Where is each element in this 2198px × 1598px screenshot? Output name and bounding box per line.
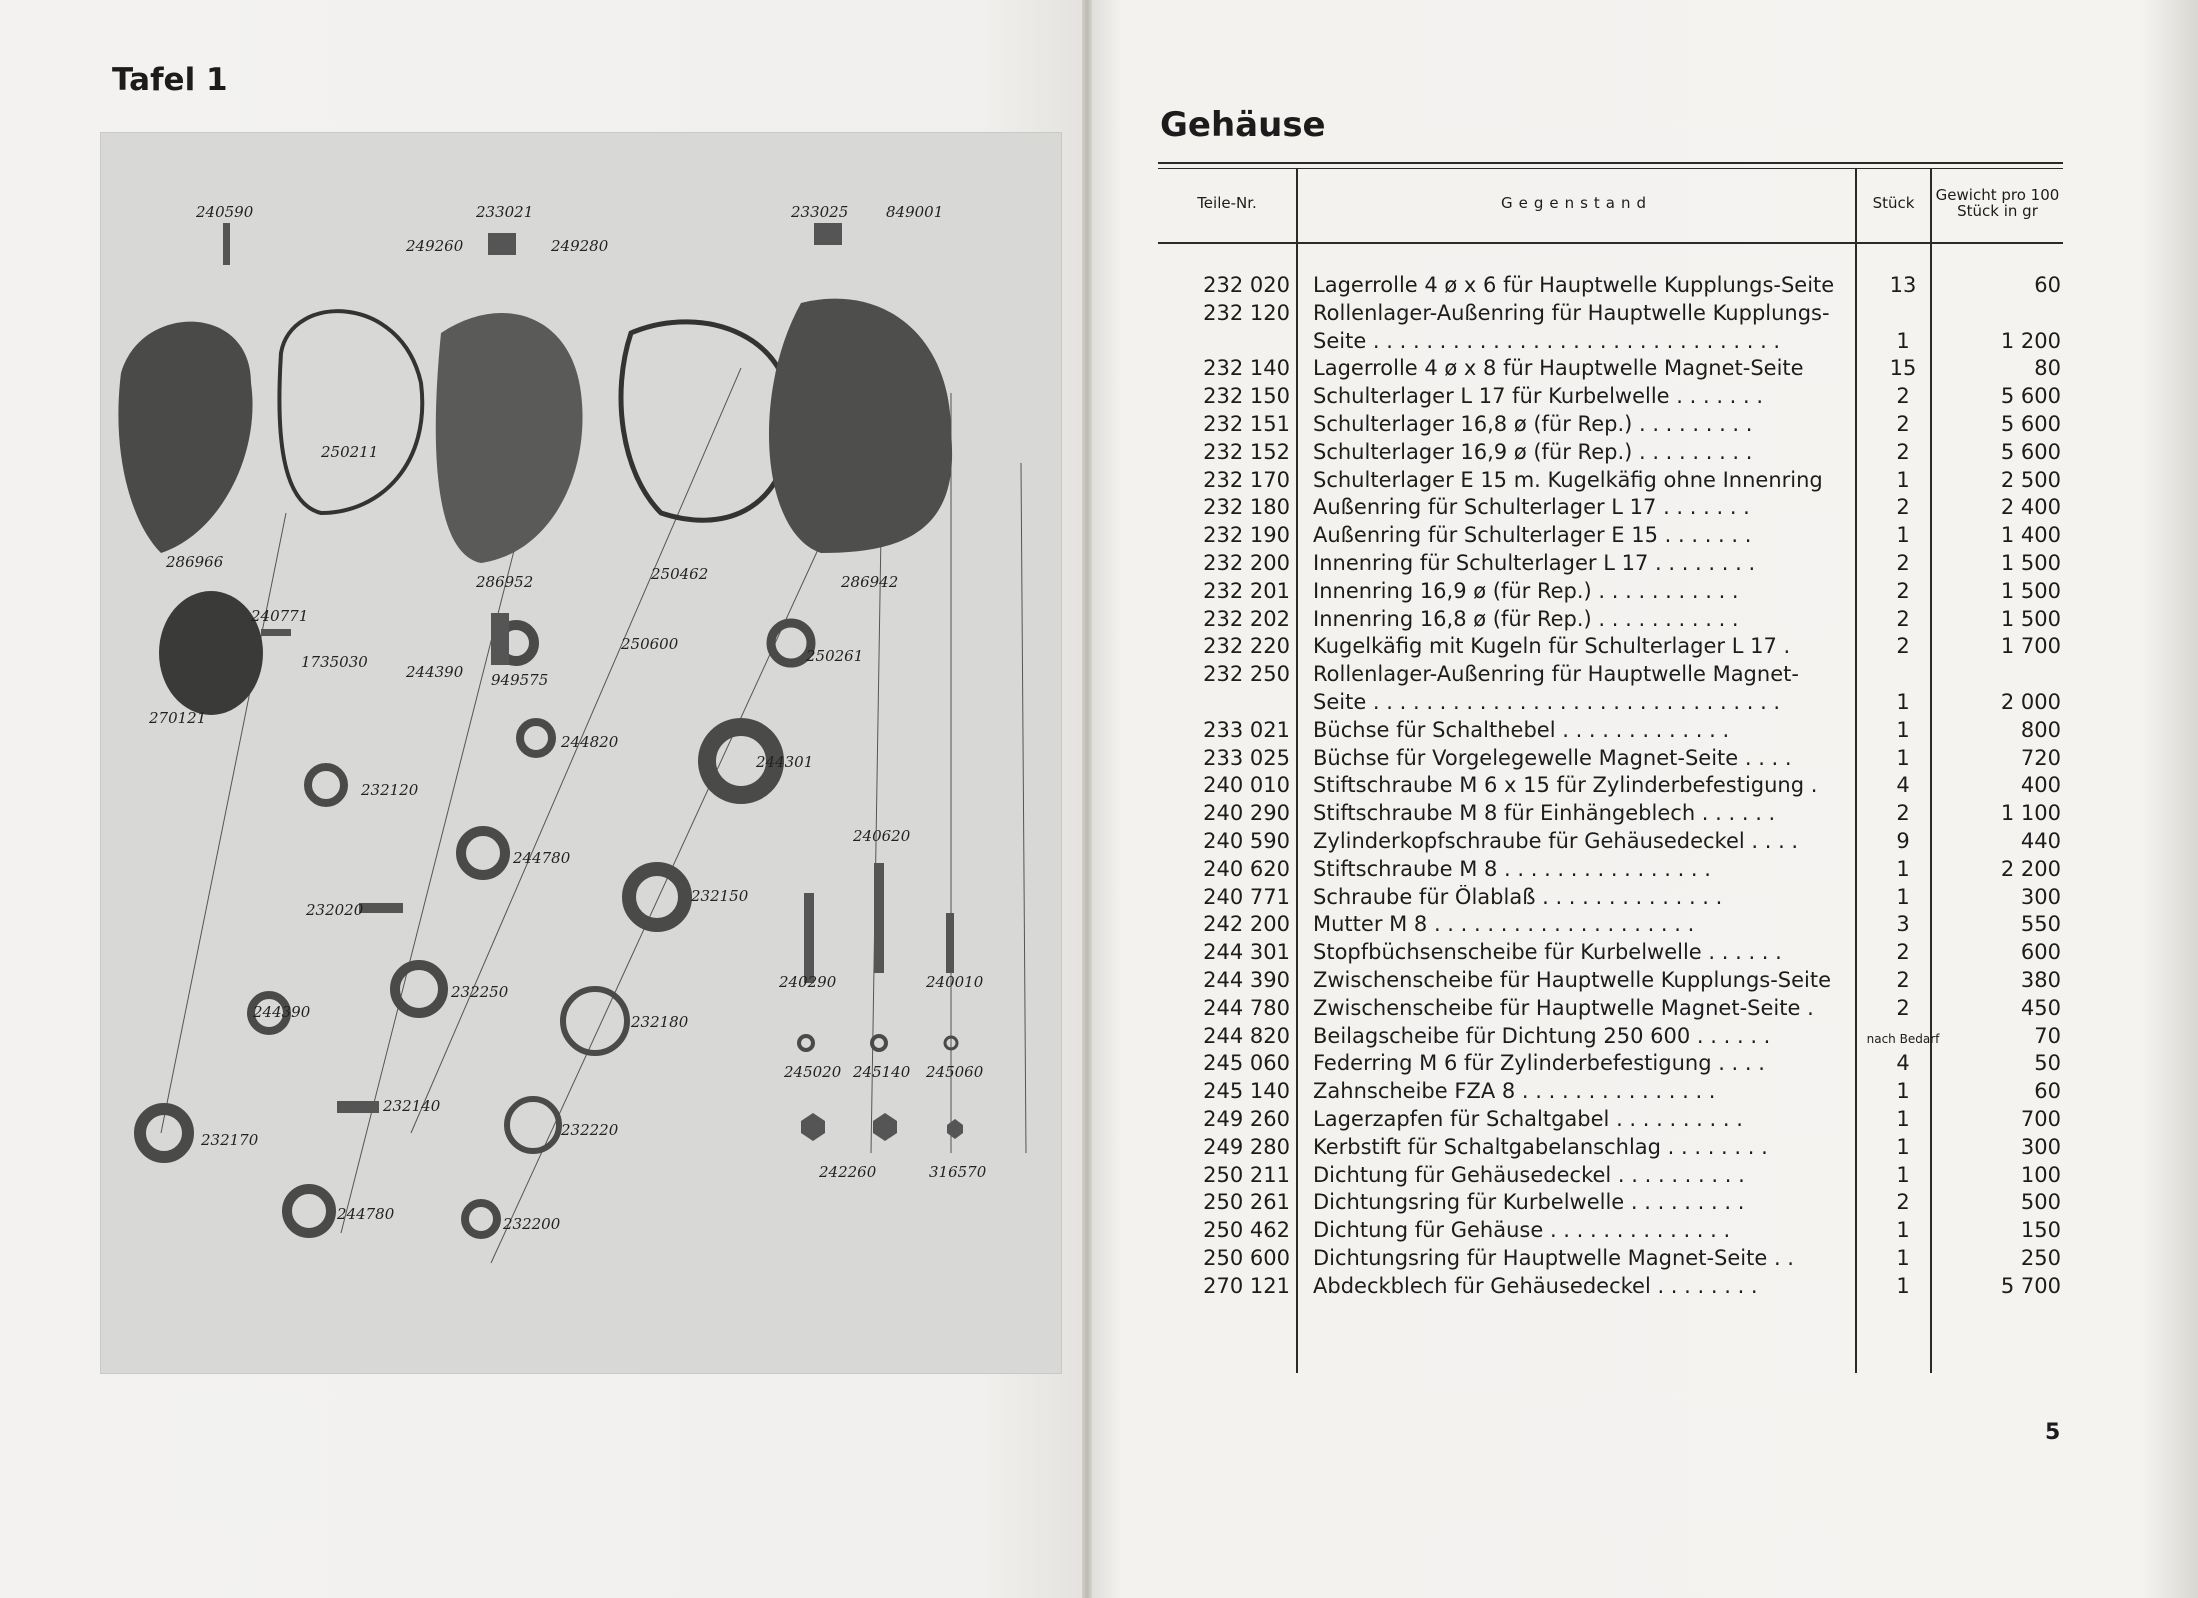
quantity: 4 [1896, 773, 1910, 798]
quantity: 1 [1896, 745, 1910, 770]
quantity: 2 [1896, 967, 1910, 992]
part-number: 233 021 [1203, 717, 1290, 742]
table-row [1158, 773, 2063, 801]
weight-per-100: 1 500 [2000, 606, 2061, 631]
item-description: Außenring für Schulterlager E 15 . . . . . . . [1313, 523, 1752, 548]
weight-per-100: 1 500 [2000, 578, 2061, 603]
part-label: 245140 [853, 1063, 911, 1081]
item-description: Schulterlager L 17 für Kurbelwelle . . . . . . . [1313, 384, 1764, 409]
weight-per-100: 50 [2034, 1051, 2061, 1076]
part-number: 244 390 [1203, 967, 1290, 992]
item-description: Schulterlager 16,8 ø (für Rep.) . . . . . . . . . [1313, 411, 1753, 436]
part-number: 232 250 [1203, 662, 1290, 687]
quantity: 1 [1896, 1273, 1910, 1298]
part-label: 286942 [841, 573, 899, 591]
part-number: 244 780 [1203, 995, 1290, 1020]
table-row [1158, 1190, 2063, 1218]
table-row [1158, 1135, 2063, 1163]
header-qty: Stück [1872, 194, 1915, 212]
table-row [1158, 1246, 2063, 1274]
table-row [1158, 912, 2063, 940]
weight-per-100: 2 400 [2000, 495, 2061, 520]
weight-per-100: 500 [2020, 1190, 2061, 1215]
part-label: 244301 [756, 753, 814, 771]
quantity: 13 [1889, 273, 1917, 297]
part-label: 245060 [926, 1063, 984, 1081]
part-number: 232 152 [1203, 439, 1290, 464]
table-top-rule [1158, 162, 2063, 164]
table-row [1158, 1274, 2063, 1302]
quantity: 3 [1896, 912, 1910, 937]
table-row [1158, 523, 2063, 551]
part-number: 249 280 [1203, 1134, 1290, 1159]
part-label: 1735030 [301, 653, 368, 671]
quantity: 2 [1896, 1190, 1910, 1215]
part-number: 240 620 [1203, 856, 1290, 881]
quantity: 1 [1896, 1106, 1910, 1131]
item-description: Beilagscheibe für Dichtung 250 600 . . . . . . [1313, 1023, 1771, 1048]
weight-per-100: 5 600 [2000, 411, 2061, 436]
plate-title: Tafel 1 [112, 62, 228, 98]
quantity: 4 [1896, 1051, 1910, 1076]
quantity: 2 [1896, 940, 1910, 965]
part-label: 240010 [926, 973, 984, 991]
weight-per-100: 80 [2034, 356, 2061, 381]
part-number: 245 140 [1203, 1079, 1290, 1104]
part-label: 250462 [651, 565, 709, 583]
part-number: 232 201 [1203, 578, 1290, 603]
item-description: Innenring 16,9 ø (für Rep.) . . . . . . . . . . . [1313, 578, 1739, 603]
weight-per-100: 300 [2020, 884, 2061, 909]
table-row [1158, 829, 2063, 857]
item-description: Büchse für Vorgelegewelle Magnet-Seite . . . . [1313, 745, 1792, 770]
table-header-rule [1158, 242, 2063, 244]
item-description: Innenring 16,8 ø (für Rep.) . . . . . . . . . . . [1313, 606, 1739, 631]
part-label: 240290 [779, 973, 837, 991]
weight-per-100: 800 [2020, 717, 2061, 742]
part-number: 232 202 [1203, 606, 1290, 631]
item-description: Zwischenscheibe für Hauptwelle Kupplungs-Seite [1313, 967, 1832, 992]
table-row [1158, 940, 2063, 968]
quantity: 1 [1896, 884, 1910, 909]
table-row [1158, 857, 2063, 885]
item-description: Schulterlager 16,9 ø (für Rep.) . . . . . . . . . [1313, 439, 1753, 464]
table-row [1158, 968, 2063, 996]
part-number: 250 261 [1203, 1190, 1290, 1215]
quantity: 2 [1896, 606, 1910, 631]
item-description: Seite . . . . . . . . . . . . . . . . . . . . . . . . . . . . . . . [1313, 328, 1781, 353]
weight-per-100: 250 [2020, 1245, 2061, 1270]
table-row [1158, 1024, 2063, 1052]
parts-table [1158, 273, 2063, 1301]
part-label: 244780 [513, 849, 571, 867]
table-row [1158, 996, 2063, 1024]
part-label: 316570 [929, 1163, 987, 1181]
weight-per-100: 1 700 [2000, 634, 2061, 659]
part-number: 232 180 [1203, 495, 1290, 520]
weight-per-100: 2 500 [2000, 467, 2061, 492]
weight-per-100: 600 [2020, 940, 2061, 965]
table-row [1158, 412, 2063, 440]
part-label: 232120 [361, 781, 419, 799]
part-label: 245020 [784, 1063, 842, 1081]
item-description: Dichtungsring für Hauptwelle Magnet-Seite . . [1313, 1245, 1794, 1270]
table-row [1158, 634, 2063, 662]
part-label: 232250 [451, 983, 509, 1001]
item-description: Zwischenscheibe für Hauptwelle Magnet-Seite . [1313, 995, 1814, 1020]
item-description: Stiftschraube M 8 . . . . . . . . . . . . . . . . [1313, 856, 1711, 881]
part-label: 232170 [201, 1131, 259, 1149]
table-row [1158, 1163, 2063, 1191]
left-page [0, 0, 1088, 1598]
part-label: 849001 [886, 203, 944, 221]
part-number: 250 462 [1203, 1218, 1290, 1243]
part-number: 240 771 [1203, 884, 1290, 909]
quantity: 2 [1896, 384, 1910, 409]
part-number: 232 200 [1203, 550, 1290, 575]
table-row [1158, 801, 2063, 829]
part-label: 242260 [819, 1163, 877, 1181]
table-row [1158, 1079, 2063, 1107]
part-label: 233021 [476, 203, 534, 221]
exploded-view-photo [100, 132, 1062, 1374]
table-row [1158, 1218, 2063, 1246]
weight-per-100: 550 [2020, 912, 2061, 937]
quantity: 1 [1896, 717, 1910, 742]
quantity: 2 [1896, 634, 1910, 659]
quantity: 2 [1896, 411, 1910, 436]
weight-per-100: 2 000 [2000, 689, 2061, 714]
section-title: Gehäuse [1160, 105, 1326, 145]
part-label: 250211 [321, 443, 379, 461]
weight-per-100: 400 [2020, 773, 2061, 798]
item-description: Stopfbüchsenscheibe für Kurbelwelle . . . . . . [1313, 940, 1782, 965]
header-item: Gegenstand [1500, 194, 1653, 212]
table-row [1158, 718, 2063, 746]
weight-per-100: 720 [2020, 745, 2061, 770]
quantity: 2 [1896, 578, 1910, 603]
part-label: 232220 [561, 1121, 619, 1139]
item-description: Kerbstift für Schaltgabelanschlag . . . . . . . . [1313, 1134, 1768, 1159]
part-number: 270 121 [1203, 1273, 1290, 1298]
quantity: 15 [1889, 356, 1917, 381]
quantity: 2 [1896, 801, 1910, 826]
quantity: 1 [1896, 1245, 1910, 1270]
item-description: Federring M 6 für Zylinderbefestigung . . . . [1313, 1051, 1765, 1076]
item-description: Außenring für Schulterlager L 17 . . . . . . . [1313, 495, 1750, 520]
part-number: 244 301 [1203, 940, 1290, 965]
part-label: 233025 [791, 203, 849, 221]
part-number: 232 190 [1203, 523, 1290, 548]
item-description: Stiftschraube M 6 x 15 für Zylinderbefestigung . [1313, 773, 1818, 798]
item-description: Zylinderkopfschraube für Gehäusedeckel . . . . [1313, 828, 1799, 853]
weight-per-100: 450 [2020, 995, 2061, 1020]
header-part-no: Teile-Nr. [1197, 194, 1257, 212]
weight-per-100: 100 [2020, 1162, 2061, 1187]
weight-per-100: 70 [2034, 1023, 2061, 1048]
quantity: 1 [1896, 1218, 1910, 1243]
weight-per-100: 440 [2020, 828, 2061, 853]
quantity: 1 [1896, 467, 1910, 492]
part-number: 244 820 [1203, 1023, 1290, 1048]
quantity: 9 [1896, 828, 1910, 853]
part-label: 250600 [621, 635, 679, 653]
part-label: 244820 [561, 733, 619, 751]
weight-per-100: 60 [2034, 1079, 2061, 1104]
weight-per-100: 1 200 [2000, 328, 2061, 353]
quantity: 1 [1896, 689, 1910, 714]
part-label: 232200 [503, 1215, 561, 1233]
table-row [1158, 440, 2063, 468]
weight-per-100: 300 [2020, 1134, 2061, 1159]
part-label: 949575 [491, 671, 549, 689]
weight-per-100: 380 [2020, 967, 2061, 992]
part-label: 286966 [166, 553, 224, 571]
quantity: 2 [1896, 439, 1910, 464]
item-description: Abdeckblech für Gehäusedeckel . . . . . . . . [1313, 1273, 1758, 1298]
part-label: 244780 [337, 1205, 395, 1223]
header-weight: Gewicht pro 100 Stück in gr [1935, 186, 2060, 220]
item-description: Innenring für Schulterlager L 17 . . . . . . . . [1313, 550, 1756, 575]
table-row [1158, 885, 2063, 913]
part-number: 232 170 [1203, 467, 1290, 492]
item-description: Dichtungsring für Kurbelwelle . . . . . . . . . [1313, 1190, 1745, 1215]
table-row [1158, 579, 2063, 607]
item-description: Büchse für Schalthebel . . . . . . . . . . . . . [1313, 717, 1730, 742]
part-number: 242 200 [1203, 912, 1290, 937]
table-row [1158, 384, 2063, 412]
table-row [1158, 301, 2063, 329]
part-number: 232 151 [1203, 411, 1290, 436]
item-description: Lagerzapfen für Schaltgabel . . . . . . . . . . [1313, 1106, 1743, 1131]
table-row [1158, 1107, 2063, 1135]
part-label: 232020 [306, 901, 364, 919]
part-number: 249 260 [1203, 1106, 1290, 1131]
table-row [1158, 746, 2063, 774]
book-gutter [1082, 0, 1092, 1598]
part-label: 244390 [253, 1003, 311, 1021]
weight-per-100: 2 200 [2000, 856, 2061, 881]
table-row [1158, 329, 2063, 357]
quantity: 2 [1896, 495, 1910, 520]
page-number: 5 [2045, 1420, 2061, 1445]
item-description: Schraube für Ölablaß . . . . . . . . . . . . . . [1313, 884, 1723, 909]
exploded-view-drawing [101, 133, 1061, 1373]
part-number: 233 025 [1203, 745, 1290, 770]
quantity: 1 [1896, 1079, 1910, 1104]
part-number: 245 060 [1203, 1051, 1290, 1076]
part-label: 240771 [251, 607, 309, 625]
part-number: 232 020 [1203, 273, 1290, 297]
weight-per-100: 150 [2020, 1218, 2061, 1243]
quantity: nach Bedarf [1866, 1031, 1940, 1046]
table-row [1158, 551, 2063, 579]
table-row [1158, 356, 2063, 384]
item-description: Lagerrolle 4 ø x 6 für Hauptwelle Kupplungs-Seite [1313, 273, 1835, 297]
part-label: 244390 [406, 663, 464, 681]
item-description: Seite . . . . . . . . . . . . . . . . . . . . . . . . . . . . . . . [1313, 689, 1781, 714]
table-row [1158, 1051, 2063, 1079]
item-description: Zahnscheibe FZA 8 . . . . . . . . . . . . . . . [1313, 1079, 1716, 1104]
part-label: 249280 [551, 237, 609, 255]
item-description: Schulterlager E 15 m. Kugelkäfig ohne Innenring [1313, 467, 1823, 492]
part-label: 240590 [196, 203, 254, 221]
part-label: 232150 [691, 887, 749, 905]
part-number: 232 220 [1203, 634, 1290, 659]
weight-per-100: 1 100 [2000, 801, 2061, 826]
weight-per-100: 1 400 [2000, 523, 2061, 548]
quantity: 1 [1896, 1134, 1910, 1159]
item-description: Mutter M 8 . . . . . . . . . . . . . . . . . . . . [1313, 912, 1695, 937]
item-description: Rollenlager-Außenring für Hauptwelle Kupplungs- [1313, 300, 1830, 325]
part-number: 240 590 [1203, 828, 1290, 853]
part-number: 240 010 [1203, 773, 1290, 798]
item-description: Dichtung für Gehäusedeckel . . . . . . . . . . [1313, 1162, 1745, 1187]
part-label: 240620 [853, 827, 911, 845]
quantity: 1 [1896, 523, 1910, 548]
part-label: 232180 [631, 1013, 689, 1031]
item-description: Kugelkäfig mit Kugeln für Schulterlager L 17 . [1313, 634, 1791, 659]
part-number: 240 290 [1203, 801, 1290, 826]
part-number: 232 150 [1203, 384, 1290, 409]
weight-per-100: 5 700 [2000, 1273, 2061, 1298]
part-label: 232140 [383, 1097, 441, 1115]
item-description: Rollenlager-Außenring für Hauptwelle Magnet- [1313, 662, 1799, 687]
table-row [1158, 662, 2063, 690]
weight-per-100: 5 600 [2000, 439, 2061, 464]
quantity: 2 [1896, 550, 1910, 575]
part-number: 232 140 [1203, 356, 1290, 381]
quantity: 2 [1896, 995, 1910, 1020]
quantity: 1 [1896, 328, 1910, 353]
item-description: Dichtung für Gehäuse . . . . . . . . . . . . . . [1313, 1218, 1731, 1243]
table-row [1158, 495, 2063, 523]
weight-per-100: 1 500 [2000, 550, 2061, 575]
part-label: 249260 [406, 237, 464, 255]
weight-per-100: 5 600 [2000, 384, 2061, 409]
table-row [1158, 273, 2063, 301]
table-row [1158, 607, 2063, 635]
part-label: 250261 [806, 647, 864, 665]
quantity: 1 [1896, 1162, 1910, 1187]
part-label: 270121 [149, 709, 207, 727]
part-number: 250 600 [1203, 1245, 1290, 1270]
part-number: 232 120 [1203, 300, 1290, 325]
item-description: Stiftschraube M 8 für Einhängeblech . . . . . . [1313, 801, 1776, 826]
table-row [1158, 468, 2063, 496]
weight-per-100: 700 [2020, 1106, 2061, 1131]
quantity: 1 [1896, 856, 1910, 881]
part-label: 286952 [476, 573, 534, 591]
weight-per-100: 60 [2034, 273, 2061, 297]
item-description: Lagerrolle 4 ø x 8 für Hauptwelle Magnet-Seite [1313, 356, 1804, 381]
part-number: 250 211 [1203, 1162, 1290, 1187]
table-row [1158, 690, 2063, 718]
